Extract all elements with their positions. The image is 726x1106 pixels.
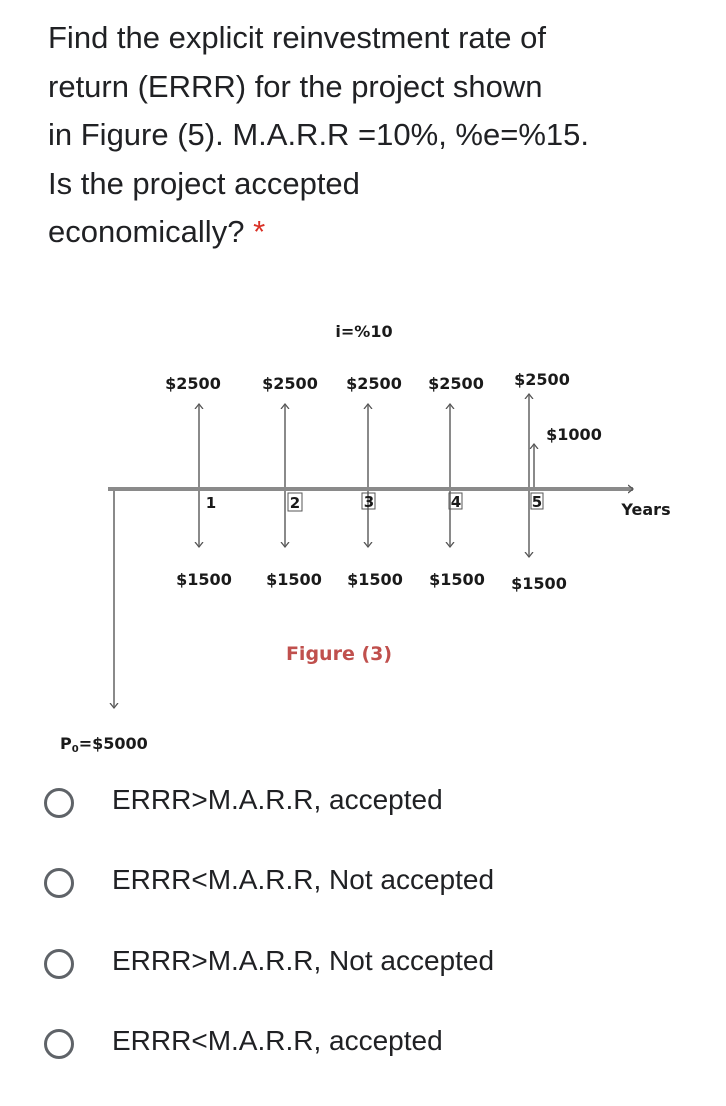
option-4-label: ERRR<M.A.R.R, accepted [112, 1025, 443, 1056]
outflow-label-year-5: $1500 [511, 574, 567, 593]
question-line-5-text: economically? [48, 214, 245, 249]
outflow-label-year-2: $1500 [266, 570, 322, 589]
option-3-label: ERRR>M.A.R.R, Not accepted [112, 945, 495, 976]
inflow-label-year-3: $2500 [346, 374, 402, 393]
inflow-label-year-2: $2500 [262, 374, 318, 393]
outflow-label-year-4: $1500 [429, 570, 485, 589]
question-line-3: in Figure (5). M.A.R.R =10%, %e=%15. [48, 117, 590, 152]
required-asterisk: * [253, 214, 266, 249]
interest-rate-label: i=%10 [335, 322, 393, 341]
outflow-label-year-1: $1500 [176, 570, 232, 589]
question-line-1: Find the explicit reinvestment rate of [48, 20, 546, 55]
question-line-4: Is the project accepted [48, 165, 360, 201]
figure-caption: Figure (3) [285, 643, 393, 665]
extra-inflow-label-year-5: $1000 [546, 425, 602, 444]
axis-label-years: Years [621, 500, 671, 519]
inflow-label-year-1: $2500 [165, 374, 221, 393]
year-tick-4: 4 [450, 493, 462, 511]
radio-circle-icon[interactable] [44, 1029, 74, 1059]
outflow-label-year-3: $1500 [347, 570, 403, 589]
inflow-label-year-5: $2500 [514, 370, 570, 389]
radio-circle-icon[interactable] [44, 788, 74, 818]
year-tick-5: 5 [531, 493, 543, 511]
option-1-label: ERRR>M.A.R.R, accepted [112, 784, 443, 815]
question-line-5 [48, 208, 668, 257]
year-tick-2: 2 [289, 494, 301, 512]
radio-circle-icon[interactable] [44, 868, 74, 898]
radio-circle-icon[interactable] [44, 949, 74, 979]
inflow-label-year-4: $2500 [428, 374, 484, 393]
question-text [48, 14, 668, 257]
option-2-label: ERRR<M.A.R.R, Not accepted [112, 864, 495, 895]
initial-investment-label: P0=$5000 [60, 734, 148, 755]
question-line-2: return (ERRR) for the project shown [48, 68, 543, 104]
year-tick-3: 3 [363, 493, 375, 511]
cash-flow-diagram [0, 300, 726, 770]
year-tick-1: 1 [205, 494, 217, 512]
